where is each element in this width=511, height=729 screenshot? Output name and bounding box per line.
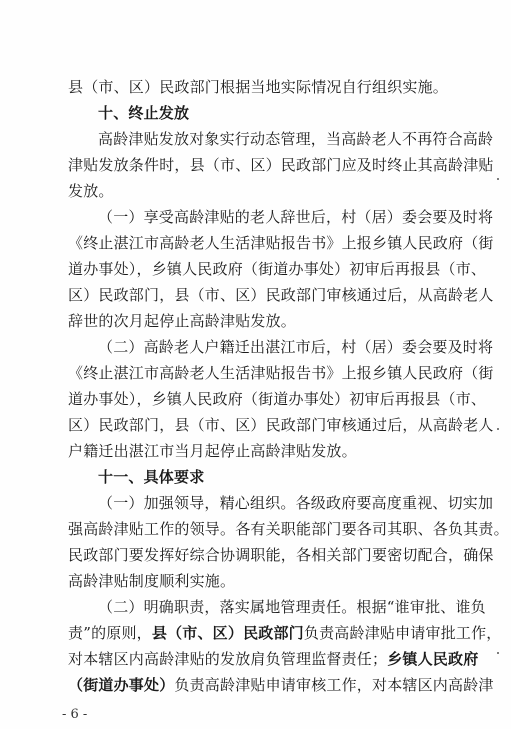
scan-speck	[497, 428, 499, 430]
text-line-11: （二）高龄老人户籍迁出湛江市后，村（居）委会要及时将	[98, 338, 494, 356]
text-line-18: 强高龄津贴工作的领导。各有关职能部门要各司其职、各负其责。	[68, 520, 509, 538]
page-number: - 6 -	[62, 707, 88, 722]
text-segment: 责”的原则，	[68, 624, 152, 642]
section-heading-10: 十、终止发放	[98, 104, 190, 122]
text-segment: 负责高龄津贴申请审批工作，	[303, 624, 502, 642]
text-line-14: 区）民政部门，县（市、区）民政部门审核通过后，从高龄老人	[68, 416, 494, 434]
bold-county-civil-affairs: 县（市、区）民政部门	[151, 624, 304, 642]
text-line-5: 发放。	[68, 182, 114, 200]
text-line-10: 辞世的次月起停止高龄津贴发放。	[68, 312, 297, 330]
scan-speck	[497, 178, 499, 180]
text-segment: 对本辖区内高龄津贴的发放肩负管理监督责任；	[68, 650, 388, 668]
scan-speck	[497, 652, 499, 654]
bold-street-office: （街道办事处）	[68, 676, 175, 694]
text-line-19: 民政部门要发挥好综合协调职能，各相关部门要密切配合，确保	[68, 546, 494, 564]
section-heading-11: 十一、具体要求	[98, 468, 205, 486]
text-line-13: 道办事处），乡镇人民政府（街道办事处）初审后再报县（市、	[68, 390, 487, 408]
text-line-9: 区）民政部门，县（市、区）民政部门审核通过后，从高龄老人	[68, 286, 494, 304]
text-line-15: 户籍迁出湛江市当月起停止高龄津贴发放。	[68, 442, 357, 460]
text-line-1: 县（市、区）民政部门根据当地实际情况自行组织实施。	[68, 78, 449, 96]
text-line-6: （一）享受高龄津贴的老人辞世后，村（居）委会要及时将	[98, 208, 494, 226]
text-line-12: 《终止湛江市高龄老人生活津贴报告书》上报乡镇人民政府（街	[68, 364, 494, 382]
text-line-3: 高龄津贴发放对象实行动态管理，当高龄老人不再符合高龄	[98, 130, 494, 148]
bold-township-government: 乡镇人民政府	[387, 650, 479, 668]
text-line-17: （一）加强领导，精心组织。各级政府要高度重视、切实加	[98, 494, 494, 512]
text-line-23	[68, 650, 479, 668]
text-segment: 负责高龄津贴申请审核工作，对本辖区内高龄津	[174, 676, 494, 694]
text-line-4: 津贴发放条件时，县（市、区）民政部门应及时终止其高龄津贴	[68, 156, 494, 174]
text-line-24	[68, 676, 494, 694]
text-line-8: 道办事处），乡镇人民政府（街道办事处）初审后再报县（市、	[68, 260, 487, 278]
text-line-22	[68, 624, 502, 642]
text-line-7: 《终止湛江市高龄老人生活津贴报告书》上报乡镇人民政府（街	[68, 234, 494, 252]
text-line-21: （二）明确职责，落实属地管理责任。根据“谁审批、谁负	[98, 598, 486, 616]
text-line-20: 高龄津贴制度顺利实施。	[68, 572, 236, 590]
